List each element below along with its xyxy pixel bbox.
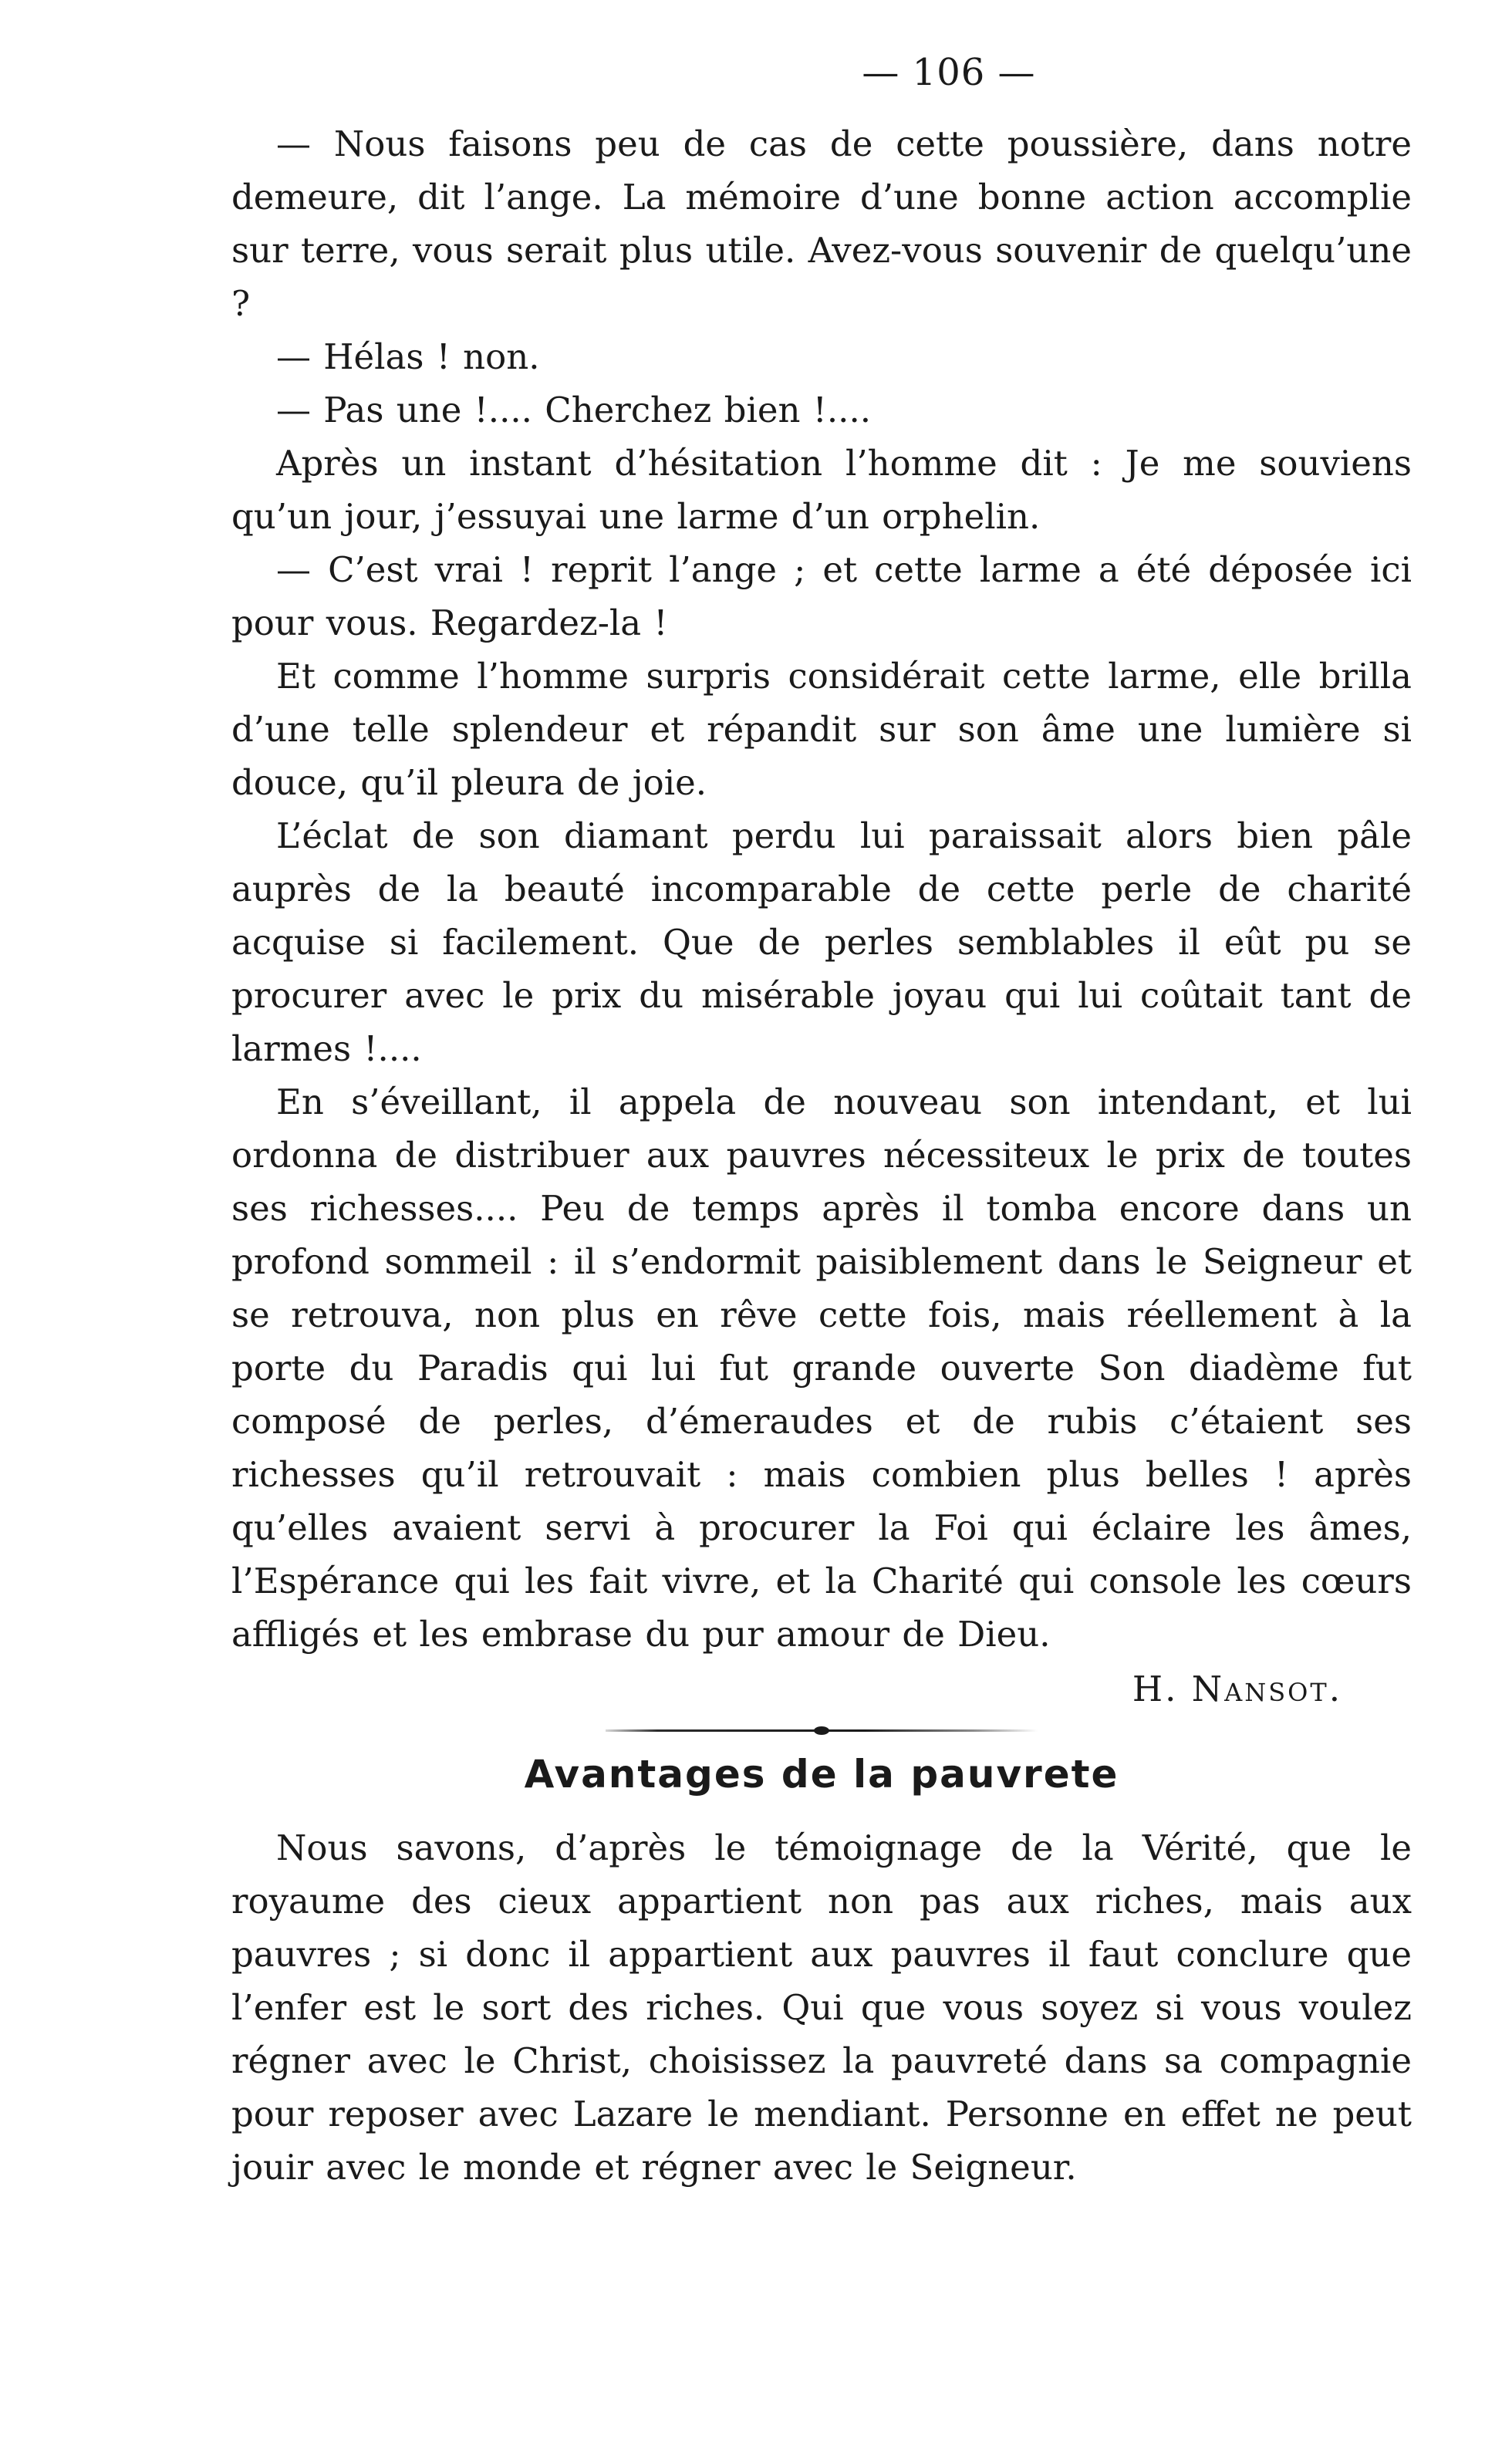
author-signature [231,1662,1342,1716]
story-body [231,117,1412,1716]
signature-text: H. Nansot. [1132,1669,1342,1709]
article-title: Avantages de la pauvrete [524,1752,1119,1797]
story-paragraph: Après un instant d’hésitation l’homme dit : Je me souviens qu’un jour, j’essuyai une larme d’un orphelin. [231,443,1412,537]
document-page [231,51,1412,2194]
page-number: — 106 — [862,51,1036,94]
story-paragraph: L’éclat de son diamant perdu lui paraissait alors bien pâle auprès de la beauté incomparable de cette perle de charité acquise si facilement. Que de perles semblables il eût pu se procurer avec le prix du misérable joyau qui lui coûtait tant de larmes !.... [231,815,1412,1069]
article-body [231,1821,1412,2194]
story-paragraph: — Pas une !.... Cherchez bien !.... [276,390,872,430]
story-paragraph: — Nous faisons peu de cas de cette poussière, dans notre demeure, dit l’ange. La mémoire d’une bonne action accomplie sur terre, vous serait plus utile. Avez-vous souvenir de quelqu’une ? [231,123,1412,324]
article-paragraph: Nous savons, d’après le témoignage de la Vérité, que le royaume des cieux appartient non pas aux riches, mais aux pauvres ; si donc il appartient aux pauvres il faut conclure que l’enfer est le sort des riches. Qui que vous soyez si vous voulez régner avec le Christ, choisissez la pauvreté dans sa compagnie pour reposer avec Lazare le mendiant. Personne en effet ne peut jouir avec le monde et régner avec le Seigneur. [231,1827,1412,2188]
divider-ornament [814,1726,829,1735]
story-paragraph: Et comme l’homme surpris considérait cette larme, elle brilla d’une telle splendeur et répandit sur son âme une lumière si douce, qu’il pleura de joie. [231,656,1412,803]
story-paragraph: En s’éveillant, il appela de nouveau son intendant, et lui ordonna de distribuer aux pauvres nécessiteux le prix de toutes ses richesses.... Peu de temps après il tomba encore dans un profond sommeil : il s’endormit paisiblement dans le Seigneur et se retrouva, non plus en rêve cette fois, mais réellement à la porte du Paradis qui lui fut grande ouverte Son diadème fut composé de perles, d’émeraudes et de rubis c’étaient ses richesses qu’il retrouvait : mais combien plus belles ! après qu’elles avaient servi à procurer la Foi qui éclaire les âmes, l’Espérance qui les fait vivre, et la Charité qui console les cœurs affligés et les embrase du pur amour de Dieu. [231,1081,1412,1655]
story-paragraph: — C’est vrai ! reprit l’ange ; et cette larme a été déposée ici pour vous. Regardez-la ! [231,549,1412,643]
section-divider [606,1729,1038,1732]
story-paragraph: — Hélas ! non. [276,336,540,377]
